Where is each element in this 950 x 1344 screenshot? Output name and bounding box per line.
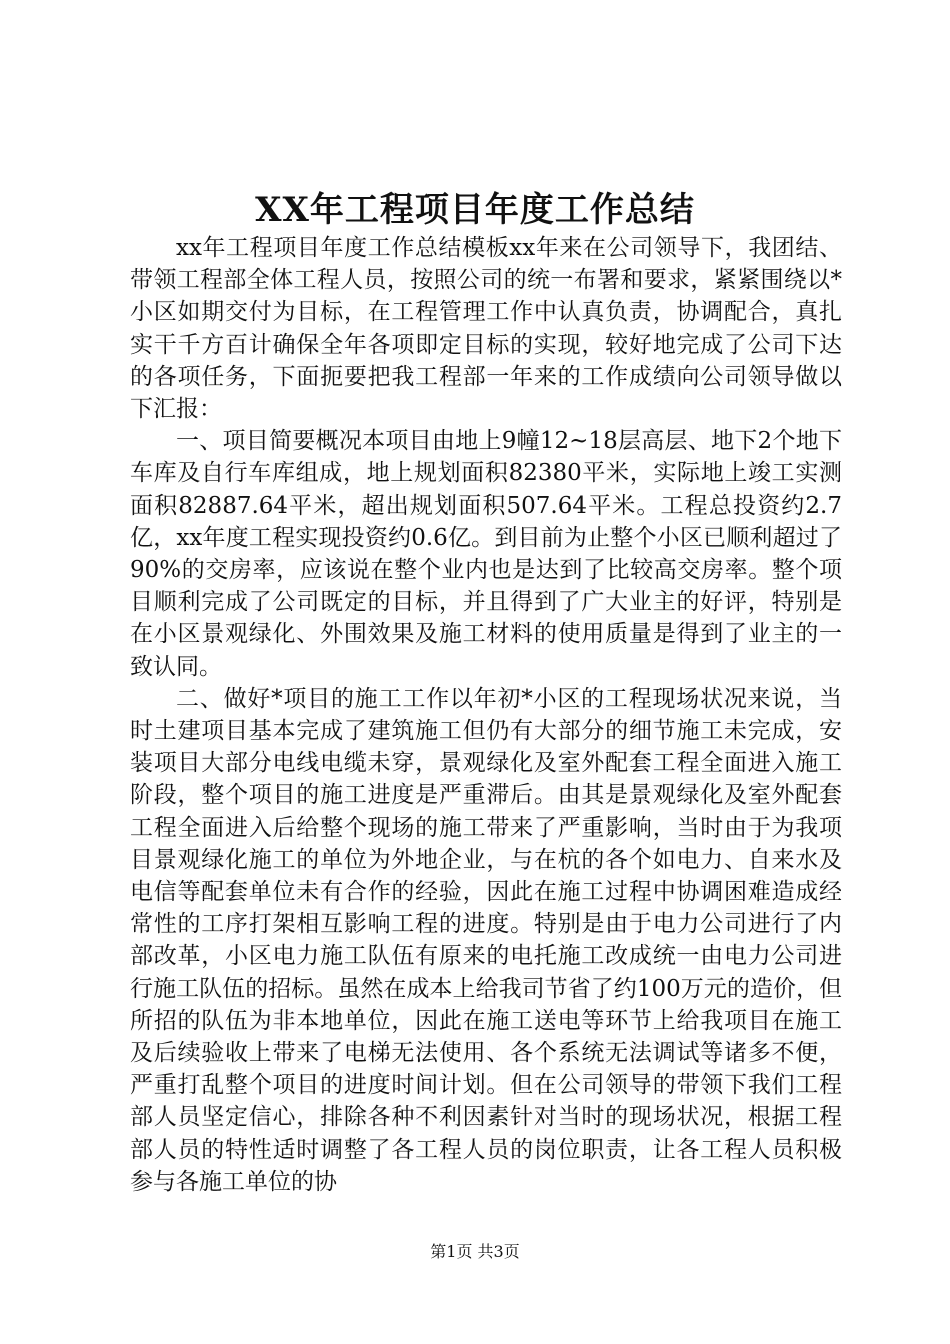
paragraph-project-overview: 一、项目简要概况本项目由地上9幢12~18层高层、地下2个地下车库及自行车库组成，地上规划面积82380平米，实际地上竣工实测面积82887.64平米，超出规划面积507.64平米。工程总投资约2.7亿，xx年度工程实现投资约0.6亿。到目前为止整个小区已顺利超过了90%的交房率，应该说在整个业内也是达到了比较高交房率。整个项目顺利完成了公司既定的目标，并且得到了广大业主的好评，特别是在小区景观绿化、外围效果及施工材料的使用质量是得到了业主的一致认同。: [130, 428, 842, 680]
page-number-footer: 第1页 共3页: [430, 1242, 520, 1261]
document-body: [130, 232, 842, 1198]
paragraph-construction-work: 二、做好*项目的施工工作以年初*小区的工程现场状况来说，当时土建项目基本完成了建筑施工但仍有大部分的细节施工未完成，安装项目大部分电线电缆未穿，景观绿化及室外配套工程全面进入施工阶段，整个项目的施工进度是严重滞后。由其是景观绿化及室外配套工程全面进入后给整个现场的施工带来了严重影响，当时由于为我项目景观绿化施工的单位为外地企业，与在杭的各个如电力、自来水及电信等配套单位未有合作的经验，因此在施工过程中协调困难造成经常性的工序打架相互影响工程的进度。特别是由于电力公司进行了内部改革，小区电力施工队伍有原来的电托施工改成统一由电力公司进行施工队伍的招标。虽然在成本上给我司节省了约100万元的造价，但所招的队伍为非本地单位，因此在施工送电等环节上给我项目在施工及后续验收上带来了电梯无法使用、各个系统无法调试等诸多不便，严重打乱整个项目的进度时间计划。但在公司领导的带领下我们工程部人员坚定信心，排除各种不利因素针对当时的现场状况，根据工程部人员的特性适时调整了各工程人员的岗位职责，让各工程人员积极参与各施工单位的协: [130, 685, 842, 1195]
paragraph-intro: xx年工程项目年度工作总结模板xx年来在公司领导下，我团结、带领工程部全体工程人员，按照公司的统一布署和要求，紧紧围绕以*小区如期交付为目标，在工程管理工作中认真负责，协调配合，真扎实干千方百计确保全年各项即定目标的实现，较好地完成了公司下达的各项任务，下面扼要把我工程部一年来的工作成绩向公司领导做以下汇报：: [130, 235, 842, 423]
document-title: XX年工程项目年度工作总结: [255, 190, 695, 230]
